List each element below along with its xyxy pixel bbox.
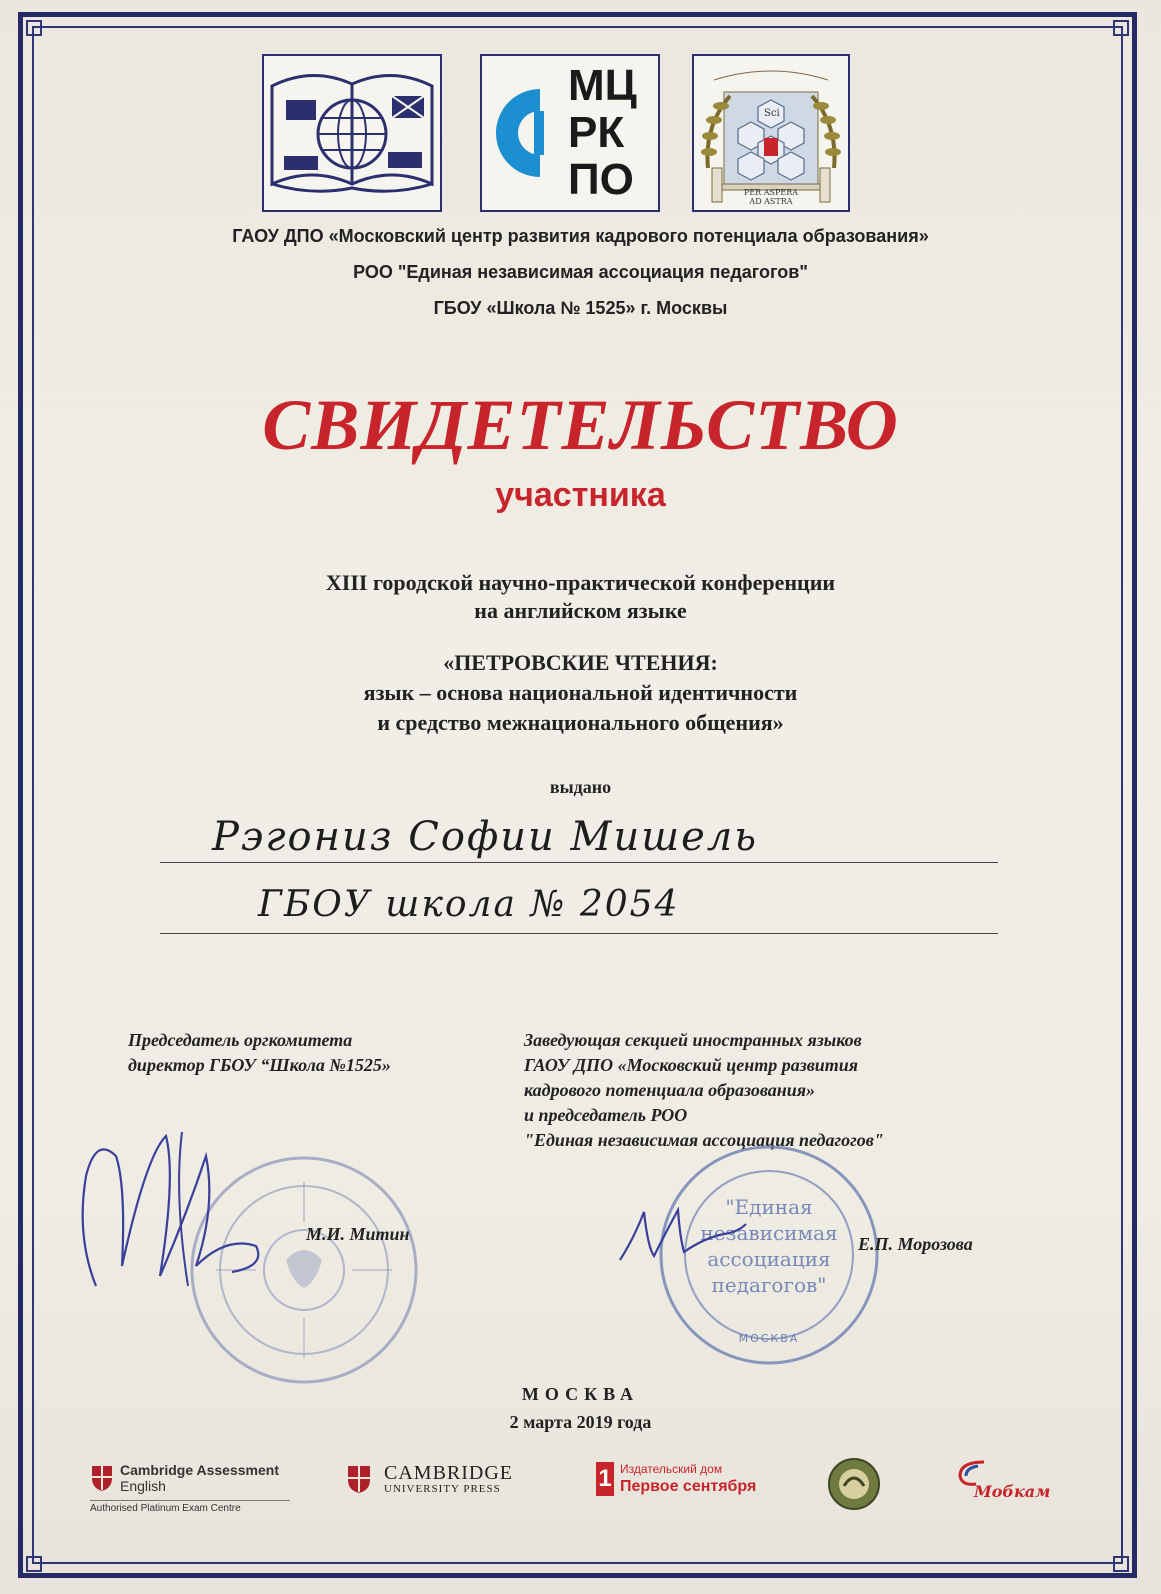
mc-line-3: ПО — [568, 155, 634, 204]
motto-line-2: AD ASTRA — [749, 197, 793, 206]
mc-line-2: РК — [568, 108, 625, 157]
round-emblem-logo — [826, 1456, 882, 1512]
certificate-title: СВИДЕТЕЛЬСТВО — [262, 385, 899, 465]
cambridge-shield-icon — [90, 1464, 114, 1492]
right-signatory-role: кадрового потенциала образования» — [524, 1080, 816, 1100]
mos-brand-text: Мобкам — [974, 1482, 1051, 1501]
stamp-text-line: педагогов" — [711, 1273, 827, 1297]
stamp-text-line: независимая — [700, 1221, 838, 1245]
cup-shield-icon — [346, 1464, 372, 1494]
ca-line-1: Cambridge Assessment — [120, 1462, 279, 1478]
ps-line-1: Издательский дом — [620, 1462, 723, 1476]
right-signatory-role: и председатель РОО — [524, 1105, 688, 1125]
issue-date: 2 марта 2019 года — [509, 1412, 652, 1432]
frame-corner — [1113, 1556, 1129, 1572]
organizer-line: ГБОУ «Школа № 1525» г. Москвы — [433, 298, 728, 318]
stamp-text-line: "Единая — [725, 1195, 813, 1219]
right-signatory-role: "Единая независимая ассоциация педагогов" — [524, 1130, 884, 1150]
left-signatory-role: Председатель оргкомитета — [128, 1030, 353, 1050]
recipient-name: Рэгониз Софии Мишель — [212, 814, 759, 860]
conference-line: на английском языке — [474, 598, 687, 623]
frame-corner — [26, 20, 42, 36]
issued-label: выдано — [549, 777, 612, 797]
mos-brand-logo — [954, 1464, 1051, 1524]
left-signatory-role: директор ГБОУ “Школа №1525» — [128, 1055, 391, 1075]
school-sci-label: Sci — [764, 108, 780, 119]
right-signature — [614, 1198, 754, 1268]
mcrkpo-logo — [480, 54, 660, 212]
cambridge-university-press-logo — [346, 1464, 536, 1524]
ca-line-3: Authorised Platinum Exam Centre — [90, 1500, 290, 1514]
place: МОСКВА — [521, 1384, 640, 1404]
motto-line-1: PER ASPERA — [743, 188, 799, 197]
recipient-school-underline — [160, 933, 998, 934]
stamp-bottom-text: МОСКВА — [738, 1332, 800, 1345]
cup-line-1: CAMBRIDGE — [384, 1462, 514, 1484]
left-signatory-name: М.И. Митин — [306, 1224, 410, 1244]
cambridge-assessment-logo — [90, 1464, 290, 1524]
conference-theme: и средство межнационального общения» — [377, 710, 784, 735]
certificate-subtitle: участника — [495, 476, 666, 514]
school-1525-logo — [692, 54, 850, 212]
recipient-school: ГБОУ школа № 2054 — [258, 884, 680, 925]
conference-theme: язык – основа национальной идентичности — [363, 680, 798, 705]
right-signatory-name: Е.П. Морозова — [858, 1234, 973, 1254]
ca-line-2: English — [120, 1478, 166, 1494]
cup-line-2: UNIVERSITY PRESS — [384, 1483, 501, 1495]
ps-line-2: Первое сентября — [620, 1478, 757, 1495]
organizer-line: РОО "Единая независимая ассоциация педагогов" — [353, 262, 808, 282]
conference-line: XIII городской научно-практической конференции — [325, 570, 836, 595]
book-globe-icon — [264, 56, 440, 210]
conference-theme: «ПЕТРОВСКИЕ ЧТЕНИЯ: — [443, 650, 718, 675]
recipient-name-underline — [160, 862, 998, 863]
ps-mark-icon: 1 — [596, 1462, 614, 1496]
right-signatory-role: Заведующая секцией иностранных языков — [524, 1030, 862, 1050]
stamp-text-line: ассоциация — [707, 1247, 831, 1271]
frame-corner — [26, 1556, 42, 1572]
pervoe-sentyabrya-logo — [596, 1464, 786, 1524]
school-emblem-icon — [694, 56, 848, 210]
frame-corner — [1113, 20, 1129, 36]
book-globe-logo — [262, 54, 442, 212]
mc-line-1: МЦ — [568, 61, 637, 110]
organizer-line: ГАОУ ДПО «Московский центр развития кадрового потенциала образования» — [232, 226, 929, 246]
right-signatory-role: ГАОУ ДПО «Московский центр развития — [524, 1055, 859, 1075]
left-signature — [56, 1116, 306, 1296]
